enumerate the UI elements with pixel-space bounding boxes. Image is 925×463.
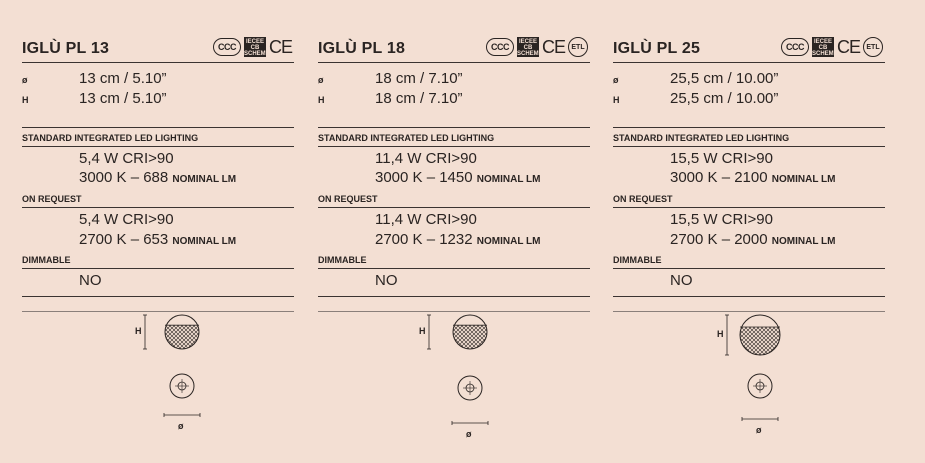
section-divider [318, 127, 590, 128]
product-column [22, 0, 294, 463]
diameter-value: 13 cm / 5.10” [79, 70, 167, 87]
drawing-height-label: H [419, 326, 426, 336]
standard-temp-lumen: 3000 K – 1450 NOMINAL LM [375, 169, 541, 186]
dimmable-value: NO [79, 272, 102, 289]
drawing-diameter-label: ø [178, 421, 184, 431]
dimmable-label: DIMMABLE [318, 255, 590, 269]
height-row [613, 90, 885, 110]
iecee-cb-mark-icon: IECEE CB SCHEME [811, 39, 838, 57]
product-column [613, 0, 885, 463]
product-title: IGLÙ PL 25 [613, 40, 701, 57]
ccc-mark-icon: CCC [486, 38, 514, 56]
diameter-row [318, 70, 590, 90]
ccc-mark-icon: CCC [781, 38, 809, 56]
dimmable-label: DIMMABLE [22, 255, 294, 269]
drawing-diameter-label: ø [756, 425, 762, 435]
height-symbol: H [613, 95, 620, 105]
dimmable-value: NO [670, 272, 693, 289]
lamp-side-view-drawing [440, 312, 500, 362]
standard-temp-lumen: 3000 K – 688 NOMINAL LM [79, 169, 237, 186]
ce-mark-icon: CE [268, 37, 292, 57]
height-value: 25,5 cm / 10.00” [670, 90, 779, 107]
ccc-mark-icon: CCC [213, 38, 241, 56]
drawing-height-label: H [717, 329, 724, 339]
on-request-label: ON REQUEST [318, 194, 590, 208]
iecee-cb-mark-icon: IECEE CB SCHEME [243, 39, 270, 57]
nominal-lm-unit: NOMINAL LM [476, 174, 541, 185]
nominal-lm-unit: NOMINAL LM [476, 236, 541, 247]
drawing-height-label: H [135, 326, 142, 336]
lamp-top-view-drawing [445, 363, 495, 413]
nominal-lm-unit: NOMINAL LM [771, 174, 836, 185]
product-header [318, 36, 590, 63]
ce-mark-icon: CE [836, 37, 860, 57]
on-request-label: ON REQUEST [613, 194, 885, 208]
on-request-power: 11,4 W CRI>90 [375, 211, 477, 228]
dimmable-value: NO [375, 272, 398, 289]
standard-power: 15,5 W CRI>90 [670, 150, 773, 167]
height-value: 13 cm / 5.10” [79, 90, 167, 107]
product-column [318, 0, 590, 463]
product-header [613, 36, 885, 63]
on-request-temp-lumen: 2700 K – 653 NOMINAL LM [79, 231, 237, 248]
certification-marks [486, 37, 588, 57]
product-title: IGLÙ PL 13 [22, 40, 110, 57]
lamp-top-view-drawing [735, 361, 785, 411]
on-request-temp-lumen: 2700 K – 1232 NOMINAL LM [375, 231, 541, 248]
standard-lighting-label: STANDARD INTEGRATED LED LIGHTING [318, 133, 590, 147]
nominal-lm-unit: NOMINAL LM [172, 236, 237, 247]
height-symbol: H [318, 95, 325, 105]
diameter-symbol: ø [22, 75, 28, 85]
section-divider [22, 296, 294, 297]
standard-power: 11,4 W CRI>90 [375, 150, 477, 167]
height-symbol: H [22, 95, 29, 105]
diameter-symbol: ø [318, 75, 324, 85]
standard-lighting-label: STANDARD INTEGRATED LED LIGHTING [22, 133, 294, 147]
standard-lighting-label: STANDARD INTEGRATED LED LIGHTING [613, 133, 885, 147]
product-title: IGLÙ PL 18 [318, 40, 406, 57]
certification-marks [781, 37, 883, 57]
lamp-top-view-drawing [157, 361, 207, 411]
lamp-side-view-drawing [152, 312, 212, 362]
etl-mark-icon: ETL [568, 37, 588, 57]
section-divider [613, 127, 885, 128]
certification-marks [213, 37, 292, 57]
diameter-value: 18 cm / 7.10” [375, 70, 463, 87]
standard-temp-lumen: 3000 K – 2100 NOMINAL LM [670, 169, 836, 186]
lamp-side-view-drawing [730, 312, 790, 362]
etl-mark-icon: ETL [863, 37, 883, 57]
product-header [22, 36, 294, 63]
ce-mark-icon: CE [541, 37, 565, 57]
diameter-symbol: ø [613, 75, 619, 85]
height-row [22, 90, 294, 110]
diameter-row [22, 70, 294, 90]
on-request-power: 5,4 W CRI>90 [79, 211, 174, 228]
dimmable-label: DIMMABLE [613, 255, 885, 269]
nominal-lm-unit: NOMINAL LM [172, 174, 237, 185]
standard-power: 5,4 W CRI>90 [79, 150, 174, 167]
section-divider [318, 296, 590, 297]
on-request-label: ON REQUEST [22, 194, 294, 208]
drawing-diameter-label: ø [466, 429, 472, 439]
on-request-temp-lumen: 2700 K – 2000 NOMINAL LM [670, 231, 836, 248]
section-divider [22, 127, 294, 128]
diameter-row [613, 70, 885, 90]
nominal-lm-unit: NOMINAL LM [771, 236, 836, 247]
iecee-cb-mark-icon: IECEE CB SCHEME [516, 39, 543, 57]
section-divider [613, 296, 885, 297]
on-request-power: 15,5 W CRI>90 [670, 211, 773, 228]
height-value: 18 cm / 7.10” [375, 90, 463, 107]
diameter-value: 25,5 cm / 10.00” [670, 70, 779, 87]
height-row [318, 90, 590, 110]
